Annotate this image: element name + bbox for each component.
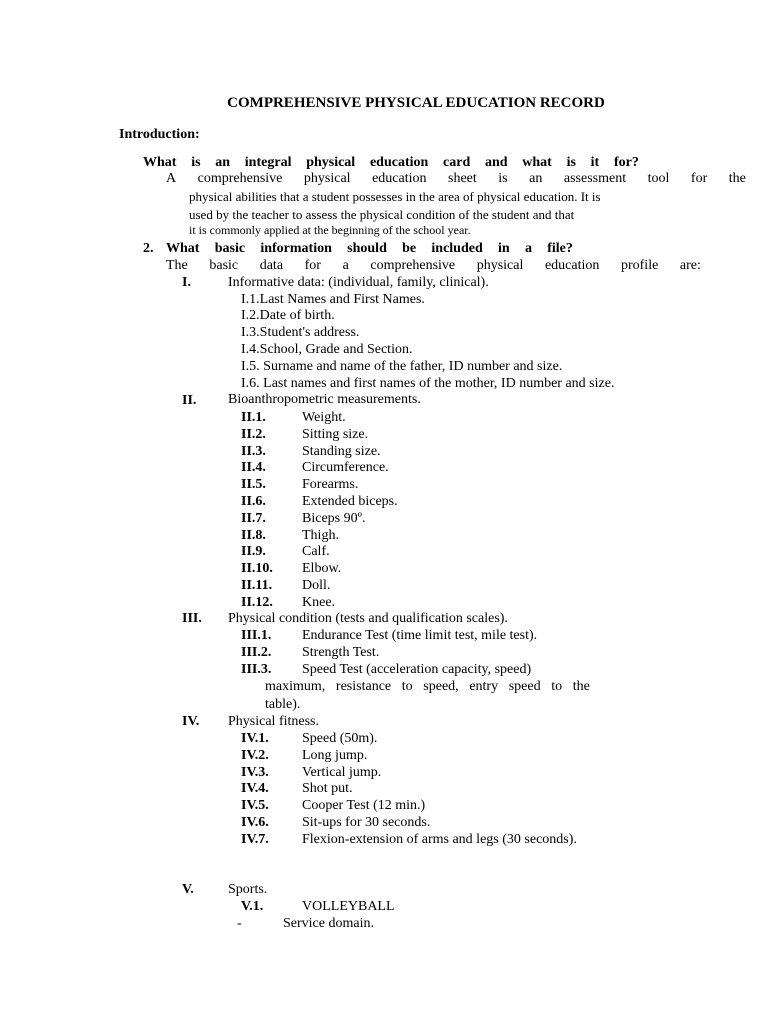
word: it [590,155,600,170]
word: education [544,258,600,273]
list-item-text: Elbow. [302,561,342,576]
word: are: [679,258,701,273]
word: speed, [423,679,459,694]
word: the [728,171,746,186]
word: and [484,155,508,170]
list-item-text: Circumference. [302,460,389,475]
question-2-number: 2. [143,241,154,256]
word: The [166,258,188,273]
list-item-text: Doll. [302,578,331,593]
question-2 [166,240,573,257]
word: education [369,155,429,170]
list-item: I.6. Last names and first names of the mother, ID number and size. [241,376,615,391]
answer-1-line: physical abilities that a student possesses in the area of physical education. It is [189,189,601,204]
list-item: I.3.Student's address. [241,325,360,340]
list-item: I.5. Surname and name of the father, ID number and size. [241,359,563,374]
word: card [443,155,471,170]
word: an [215,155,231,170]
list-item-continuation: table). [265,697,301,712]
section-title: Sports. [228,882,268,897]
list-item-text: Forearms. [302,477,359,492]
word: comprehensive [370,258,456,273]
word: is [191,155,201,170]
section-title: Physical fitness. [228,714,319,729]
word: basic [214,241,246,256]
list-item-code: II.5. [241,477,266,492]
list-item-text: Weight. [302,410,346,425]
word: for? [613,155,639,170]
word: physical [476,258,524,273]
section-numeral: IV. [182,714,200,729]
word: tool [647,171,670,186]
word: to [401,679,413,694]
list-item-code: IV.1. [241,731,269,746]
word: assessment [563,171,627,186]
word: to [551,679,563,694]
list-item-code: II.11. [241,578,273,593]
list-item: I.1.Last Names and First Names. [241,292,425,307]
list-item: I.2.Date of birth. [241,308,335,323]
section-title: Bioanthropometric measurements. [228,392,421,407]
word: is [566,155,576,170]
list-item-text: Long jump. [302,748,368,763]
word: comprehensive [197,171,283,186]
list-item: I.4.School, Grade and Section. [241,342,413,357]
list-item-text: Vertical jump. [302,765,382,780]
list-item-code: II.4. [241,460,266,475]
list-item-text: Sitting size. [302,427,369,442]
section-numeral: I. [182,275,191,290]
word: physical [306,155,356,170]
answer-1-line: used by the teacher to assess the physical condition of the student and that [189,207,575,222]
list-item-text: Flexion-extension of arms and legs (30 seconds). [302,832,577,847]
list-item-code: II.10. [241,561,273,576]
list-item-code: II.1. [241,410,266,425]
list-item-code: V.1. [241,899,264,914]
list-item-code: III.3. [241,662,272,677]
word: education [372,171,427,186]
list-item-code: II.8. [241,528,266,543]
section-numeral: II. [182,393,197,408]
word: a [342,258,349,273]
list-item-text: Cooper Test (12 min.) [302,798,426,813]
answer-2-intro [166,257,701,274]
question-1 [143,154,639,171]
list-item-text: Service domain. [283,916,374,931]
section-title: Physical condition (tests and qualification scales). [228,611,508,626]
list-item-text: Strength Test. [302,645,380,660]
section-title: Informative data: (individual, family, clinical). [228,275,489,290]
word: included [431,241,483,256]
dash-bullet: - [237,916,242,931]
word: sheet [448,171,477,186]
section-numeral: III. [182,611,202,626]
list-item-code: II.2. [241,427,266,442]
word: file? [547,241,573,256]
list-item-code: III.2. [241,645,272,660]
word: profile [620,258,659,273]
word: entry [469,679,499,694]
list-item-text: Extended biceps. [302,494,398,509]
word: integral [244,155,292,170]
list-item-code: IV.5. [241,798,269,813]
word: a [524,241,532,256]
word: for [690,171,708,186]
answer-1-first-line [166,170,746,187]
list-item-code: IV.2. [241,748,269,763]
word: resistance [335,679,392,694]
list-item-code: II.12. [241,595,273,610]
word: data [259,258,284,273]
list-item-text: Biceps 90º. [302,511,366,526]
section-numeral: V. [182,882,194,897]
answer-1-line: it is commonly applied at the beginning of the school year. [189,223,471,237]
list-item-text: Speed Test (acceleration capacity, speed) [302,662,532,677]
word: should [347,241,387,256]
list-item-code: IV.7. [241,832,269,847]
list-item-text: Knee. [302,595,336,610]
list-item-code: II.6. [241,494,266,509]
word: the [572,679,590,694]
list-item-code: IV.6. [241,815,269,830]
list-item-text: Calf. [302,544,330,559]
word: A [166,171,177,186]
document-title: COMPREHENSIVE PHYSICAL EDUCATION RECORD [227,95,605,111]
word: What [143,155,177,170]
list-item-text: Sit-ups for 30 seconds. [302,815,431,830]
list-item-code: II.3. [241,444,266,459]
word: speed [508,679,541,694]
word: What [166,241,200,256]
word: for [304,258,321,273]
list-item-text: Thigh. [302,528,339,543]
word: what [522,155,552,170]
word: in [498,241,510,256]
list-item-text: VOLLEYBALL [302,899,395,914]
word: maximum, [265,679,326,694]
list-item-code: IV.4. [241,781,269,796]
list-item-text: Standing size. [302,444,381,459]
word: information [260,241,332,256]
word: basic [209,258,239,273]
intro-heading: Introduction: [119,127,200,142]
word: is [498,171,508,186]
list-item-code: III.1. [241,628,272,643]
word: be [402,241,417,256]
list-item-text: Speed (50m). [302,731,378,746]
list-item-text: Endurance Test (time limit test, mile test). [302,628,538,643]
list-item-code: II.9. [241,544,266,559]
word: physical [303,171,351,186]
list-item-code: II.7. [241,511,266,526]
word: an [529,171,543,186]
list-item-code: IV.3. [241,765,269,780]
list-item-text: Shot put. [302,781,353,796]
list-item-continuation [265,678,590,695]
